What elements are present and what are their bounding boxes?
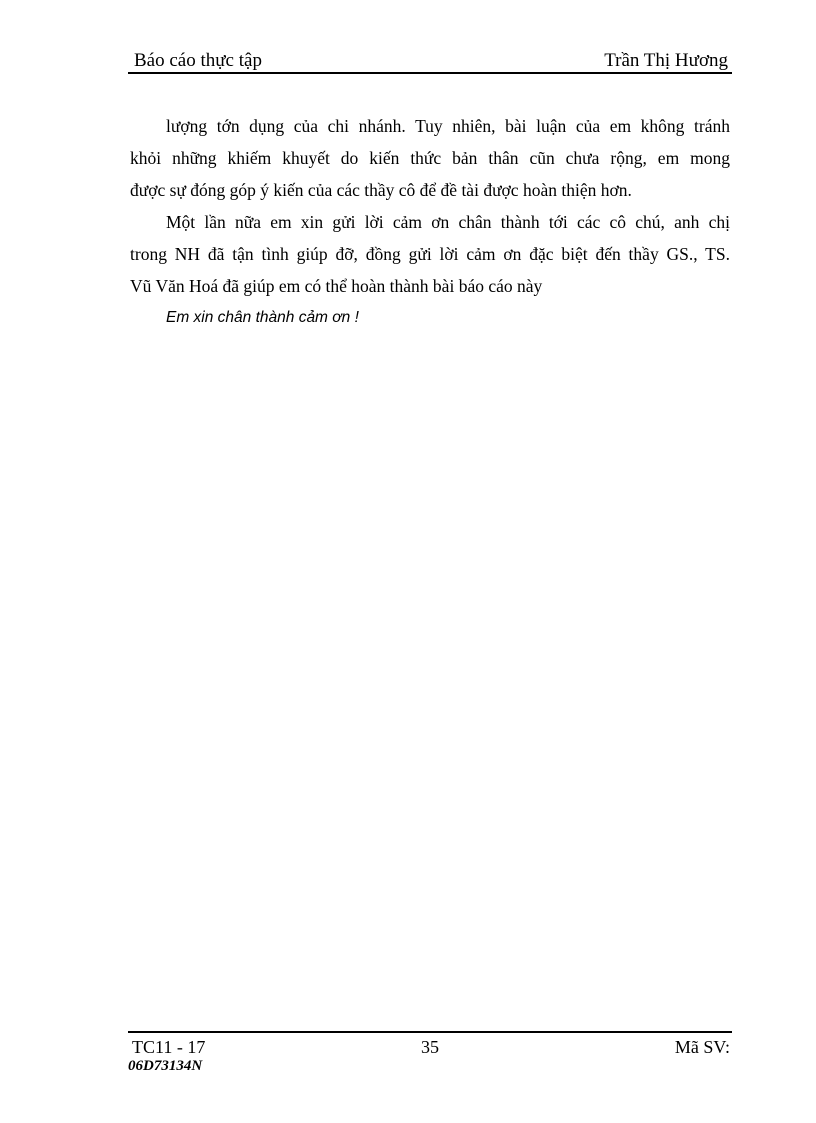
text-line: lượng tớn dụng của chi nhánh. Tuy nhiên, bài luận của em không tránh bbox=[166, 116, 730, 136]
text-line: khỏi những khiếm khuyết do kiến thức bản thân cũn chưa rộng, em mong bbox=[130, 148, 730, 168]
text-line: Một lần nữa em xin gửi lời cảm ơn chân thành tới các cô chú, anh chị bbox=[166, 212, 730, 232]
header-divider bbox=[128, 72, 732, 74]
document-body bbox=[130, 110, 730, 334]
student-id: 06D73134N bbox=[128, 1058, 203, 1074]
text-line: được sự đóng góp ý kiến của các thầy cô để đề tài được hoàn thiện hơn. bbox=[130, 180, 632, 200]
student-id-label: Mã SV: bbox=[674, 1037, 730, 1057]
closing-line: Em xin chân thành cảm ơn ! bbox=[166, 309, 359, 326]
author-name: Trần Thị Hương bbox=[604, 50, 728, 71]
text-line: trong NH đã tận tình giúp đỡ, đồng gửi lời cảm ơn đặc biệt đến thầy GS., TS. bbox=[130, 244, 730, 264]
footer-divider bbox=[128, 1031, 732, 1033]
paragraph-acknowledgement bbox=[130, 206, 730, 302]
page-number: 35 bbox=[421, 1037, 439, 1057]
page-header bbox=[128, 48, 732, 74]
report-title: Báo cáo thực tập bbox=[134, 50, 262, 71]
text-line: Vũ Văn Hoá đã giúp em có thể hoàn thành bài báo cáo này bbox=[130, 276, 543, 296]
class-code: TC11 - 17 bbox=[132, 1037, 206, 1057]
page-footer bbox=[128, 1037, 732, 1077]
paragraph-continuation bbox=[130, 110, 730, 206]
